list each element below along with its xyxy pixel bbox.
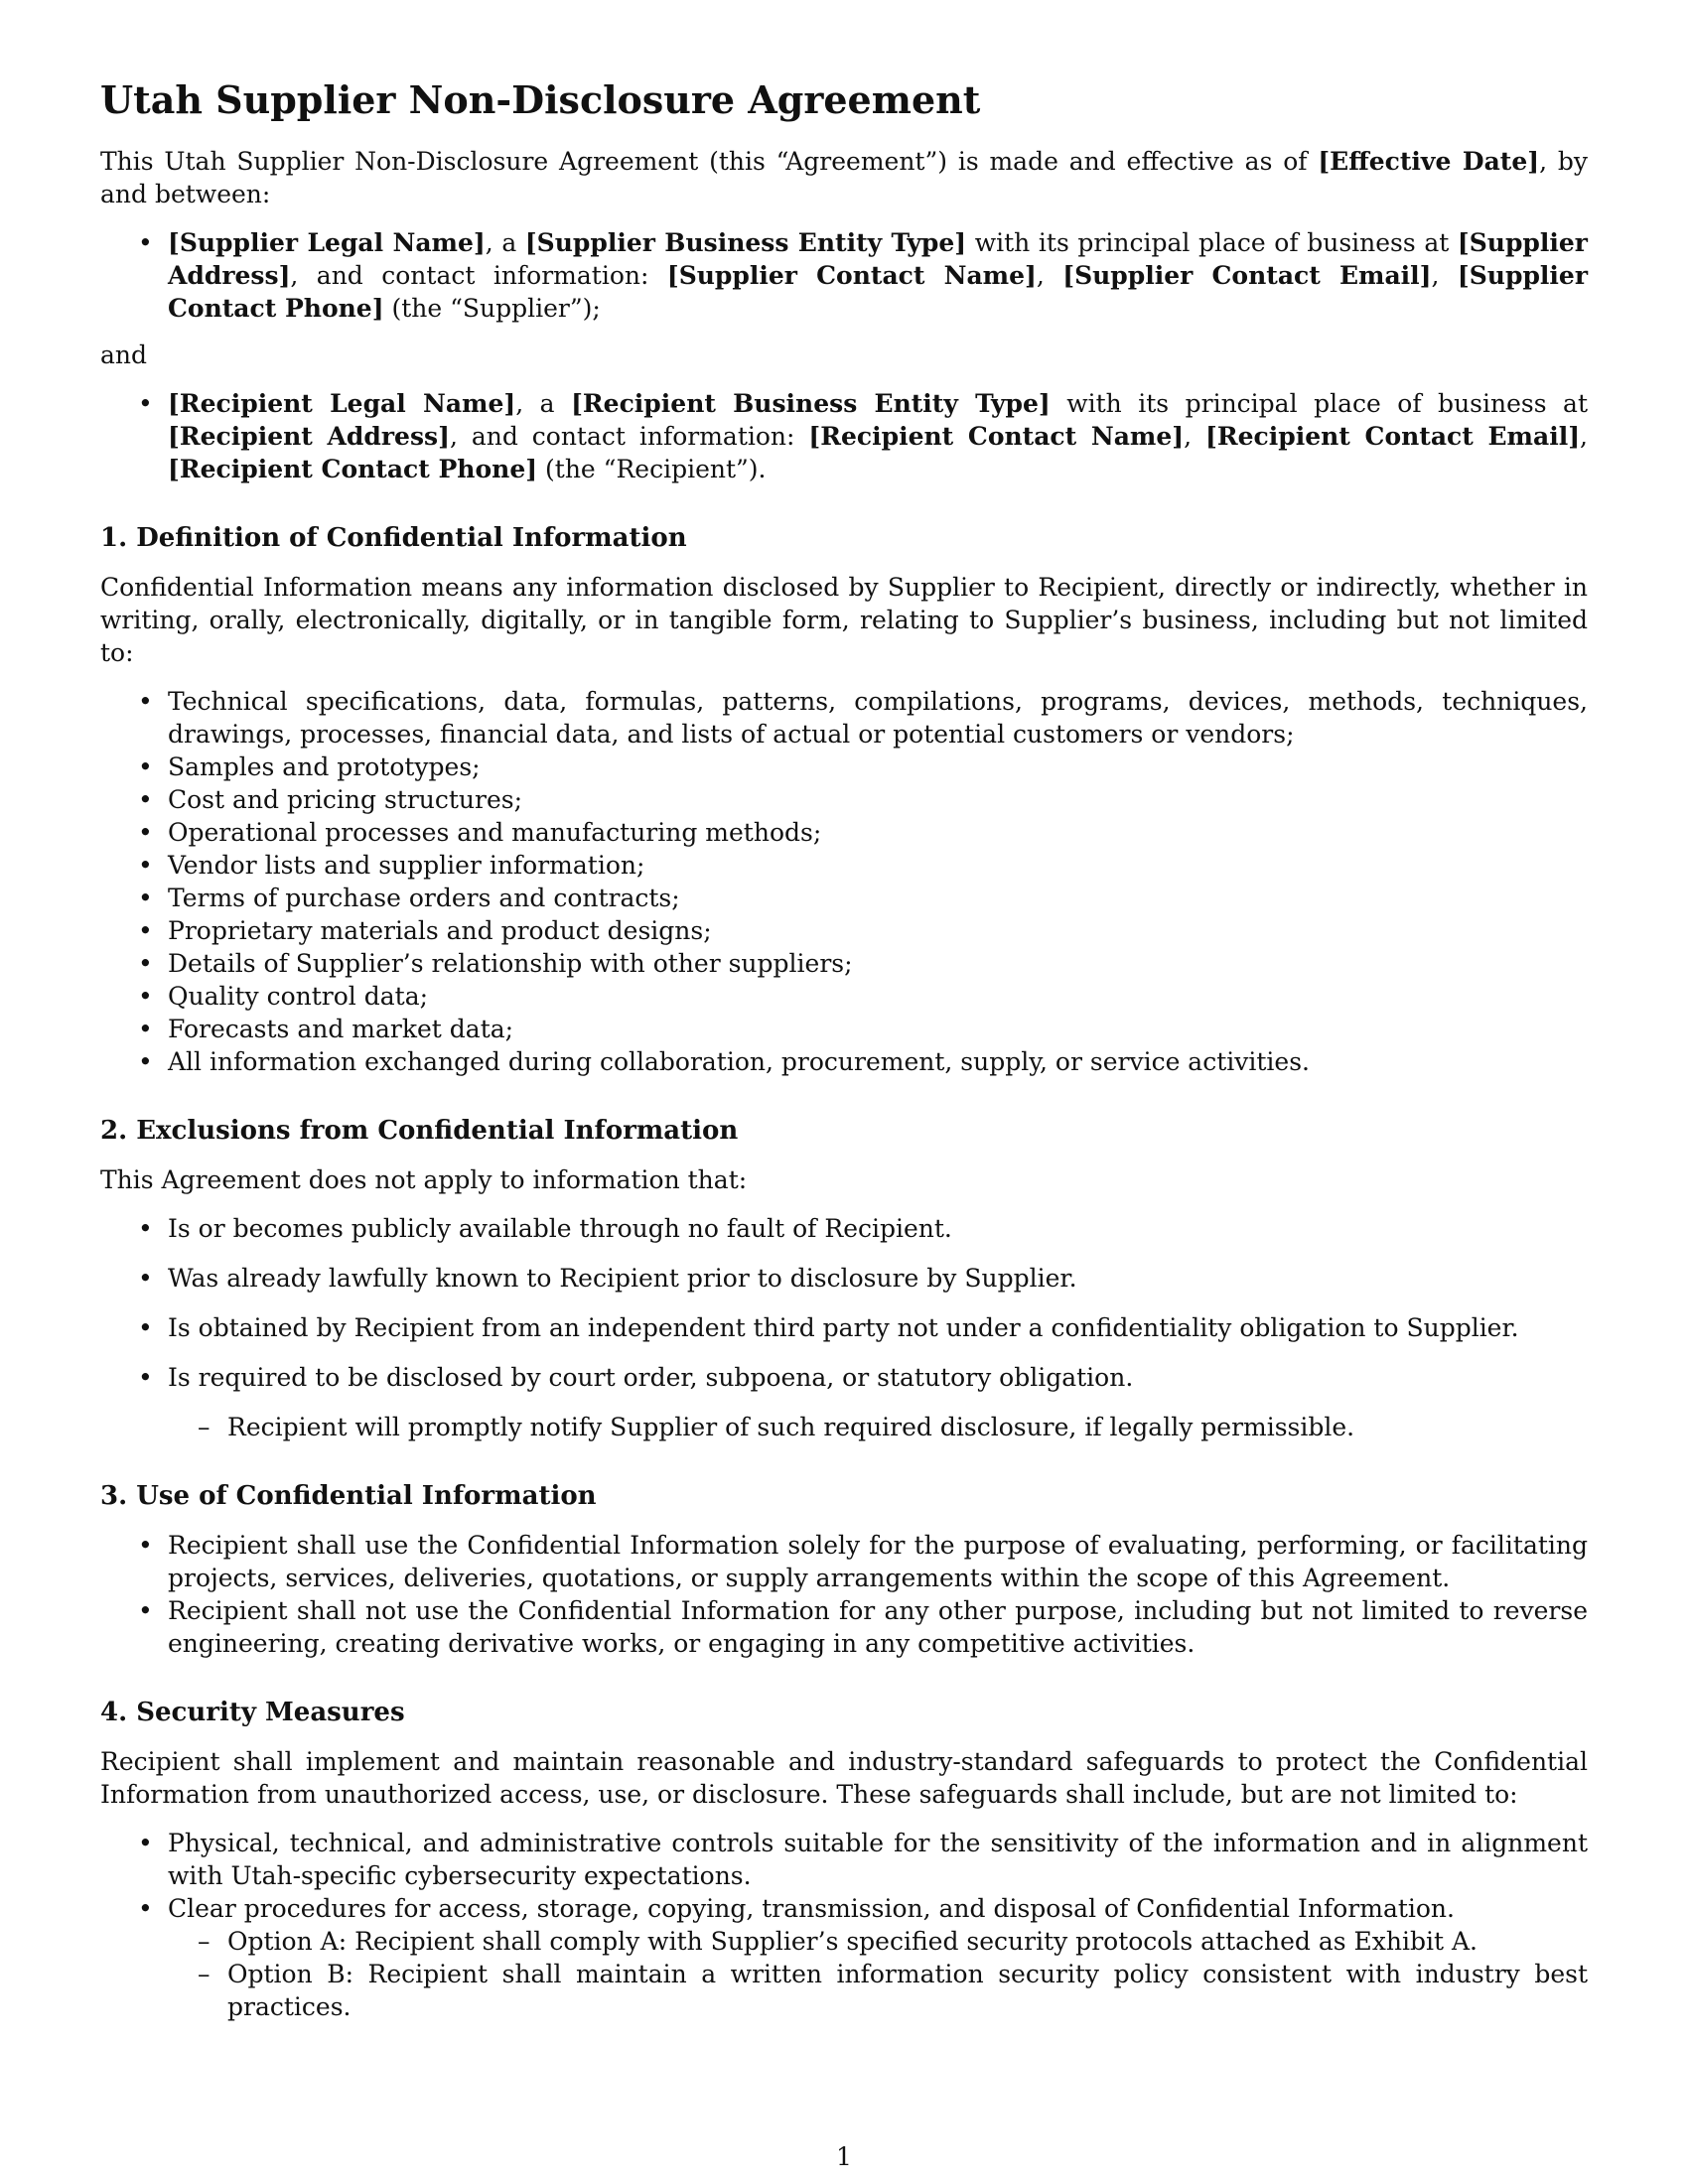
supplier-party-list (100, 226, 1588, 325)
page-number: 1 (836, 2142, 852, 2171)
and-text: and (100, 341, 148, 369)
list-item: • Recipient shall not use the Confidential Information for any other purpose, including but not limited to reverse engineering, creating derivative works, or engaging in any competitive activities. (100, 1594, 1588, 1660)
list-item: • Was already lawfully known to Recipient prior to disclosure by Supplier. (100, 1262, 1588, 1295)
list-item: • Terms of purchase orders and contracts; (100, 882, 1588, 914)
text-fragment: , (1580, 422, 1588, 451)
recipient-party-list (100, 387, 1588, 485)
section-4-list (100, 1827, 1588, 2023)
list-item: • Proprietary materials and product designs; (100, 914, 1588, 947)
recipient-contact-email: [Recipient Contact Email] (1205, 422, 1581, 451)
section-4-intro: Recipient shall implement and maintain reasonable and industry-standard safeguards to protect the Confidential Information from unauthorized access, use, or disclosure. These safeguards shall include, but are not limited to: (100, 1747, 1588, 1809)
recipient-address: [Recipient Address] (168, 422, 450, 451)
sub-list-item: – Recipient will promptly notify Supplier of such required disclosure, if legally permissible. (100, 1411, 1588, 1443)
recipient-party-item (100, 387, 1588, 485)
document-page (100, 77, 1588, 2037)
text-fragment: , (1184, 422, 1206, 451)
list-item: • All information exchanged during collaboration, procurement, supply, or service activities. (100, 1045, 1588, 1078)
supplier-entity-type: [Supplier Business Entity Type] (524, 228, 967, 257)
effective-date-placeholder: [Effective Date] (1318, 147, 1540, 176)
section-2-sublist (168, 1411, 1588, 1443)
recipient-contact-name: [Recipient Contact Name] (808, 422, 1185, 451)
supplier-legal-name: [Supplier Legal Name] (168, 228, 486, 257)
recipient-contact-phone: [Recipient Contact Phone] (168, 455, 538, 483)
supplier-address: [Supplier Address] (168, 228, 1588, 290)
list-item (100, 1892, 1588, 2023)
list-item: • Recipient shall use the Confidential Information solely for the purpose of evaluating, performing, or facilitating projects, services, deliveries, quotations, or supply arrangements within the scope of this Agreement. (100, 1529, 1588, 1594)
recipient-legal-name: [Recipient Legal Name] (168, 389, 516, 418)
section-3-heading: 3. Use of Confidential Information (100, 1481, 597, 1511)
list-item: • Technical specifications, data, formulas, patterns, compilations, programs, devices, methods, techniques, drawings, processes, financial data, and lists of actual or potential customers or vendors; (100, 685, 1588, 751)
section-1-heading: 1. Definition of Confidential Information (100, 523, 687, 553)
list-item: • Forecasts and market data; (100, 1013, 1588, 1045)
list-item: • Cost and pricing structures; (100, 783, 1588, 816)
section-1-intro: Confidential Information means any information disclosed by Supplier to Recipient, directly or indirectly, whether in writing, orally, electronically, digitally, or in tangible form, relating to Supplier’s business, including but not limited to: (100, 573, 1588, 667)
list-item: • Details of Supplier’s relationship with other suppliers; (100, 947, 1588, 980)
list-item-text: Clear procedures for access, storage, copying, transmission, and disposal of Confidential Information. (168, 1894, 1455, 1923)
supplier-contact-email: [Supplier Contact Email] (1062, 261, 1432, 290)
list-item-text: Is required to be disclosed by court order, subpoena, or statutory obligation. (168, 1363, 1134, 1392)
list-item: • Samples and prototypes; (100, 751, 1588, 783)
text-fragment: with its principal place of business at (1050, 389, 1588, 418)
document-title: Utah Supplier Non-Disclosure Agreement (100, 77, 981, 122)
text-fragment: (the “Supplier”); (383, 294, 601, 323)
list-item (100, 1361, 1588, 1443)
supplier-contact-name: [Supplier Contact Name] (666, 261, 1037, 290)
section-2-intro: This Agreement does not apply to information that: (100, 1165, 748, 1194)
section-4-sublist (168, 1925, 1588, 2023)
list-item: • Vendor lists and supplier information; (100, 849, 1588, 882)
list-item: • Quality control data; (100, 980, 1588, 1013)
recipient-entity-type: [Recipient Business Entity Type] (571, 389, 1051, 418)
text-fragment: , and contact information: (290, 261, 667, 290)
intro-text: This Utah Supplier Non-Disclosure Agreement (this “Agreement”) is made and effective as of (100, 147, 1319, 176)
list-item: • Is or becomes publicly available through no fault of Recipient. (100, 1212, 1588, 1245)
intro-text-end: , by and between: (100, 147, 1588, 208)
section-4-heading: 4. Security Measures (100, 1698, 405, 1727)
section-3-list (100, 1529, 1588, 1660)
sub-list-item: – Option A: Recipient shall comply with Supplier’s specified security protocols attached as Exhibit A. (100, 1925, 1588, 1958)
section-2-heading: 2. Exclusions from Confidential Information (100, 1116, 739, 1146)
intro-paragraph (100, 145, 1588, 210)
list-item: • Is obtained by Recipient from an independent third party not under a confidentiality obligation to Supplier. (100, 1311, 1588, 1344)
supplier-contact-phone: [Supplier Contact Phone] (168, 261, 1588, 323)
section-2-list (100, 1212, 1588, 1443)
text-fragment: , a (515, 389, 572, 418)
section-1-list (100, 685, 1588, 1078)
sub-list-item: – Option B: Recipient shall maintain a written information security policy consistent with industry best practices. (100, 1958, 1588, 2023)
list-item: • Physical, technical, and administrative controls suitable for the sensitivity of the information and in alignment with Utah-specific cybersecurity expectations. (100, 1827, 1588, 1892)
text-fragment: , (1431, 261, 1458, 290)
text-fragment: , and contact information: (449, 422, 809, 451)
list-item: • Operational processes and manufacturing methods; (100, 816, 1588, 849)
text-fragment: (the “Recipient”). (537, 455, 767, 483)
text-fragment: , (1036, 261, 1063, 290)
text-fragment: with its principal place of business at (966, 228, 1458, 257)
supplier-party-item (100, 226, 1588, 325)
text-fragment: , a (485, 228, 525, 257)
